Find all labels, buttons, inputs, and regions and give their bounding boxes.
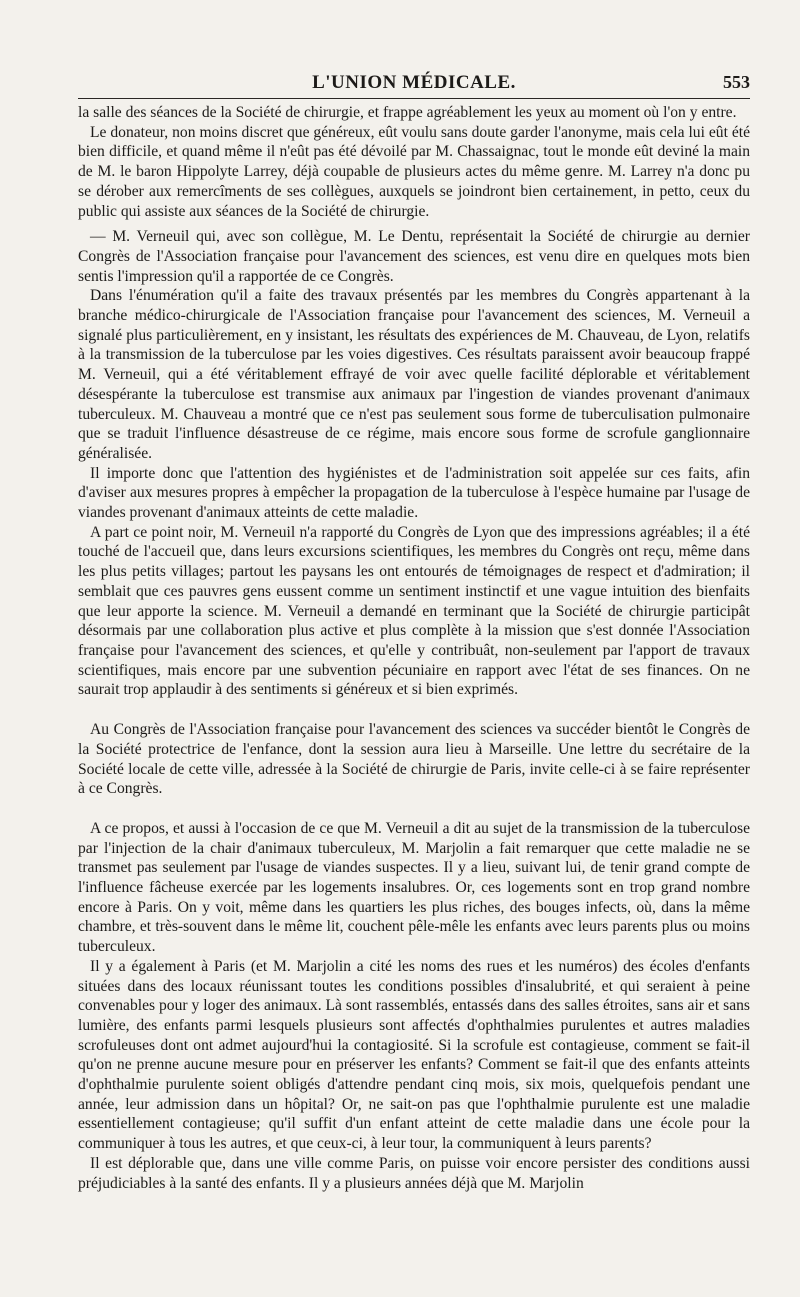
paragraph-4: Dans l'énumération qu'il a faite des travaux présentés par les membres du Congrès appartenant à la branche médico-chirurgicale de l'Association française pour l'avancement des sciences, M. Verneuil a signalé plus particulièrement, en y insistant, les résultats des expériences de M. Chauveau, de Lyon, relatifs à la transmission de la tuberculose par les voies digestives. Ces résultats paraissent avoir beaucoup frappé M. Verneuil, qui a été véritablement effrayé de voir avec quelle facilité déplorable et véritablement désespérante la tuberculose est transmise aux animaux par l'ingestion de viandes provenant d'animaux tuberculeux. M. Chauveau a montré que ce n'est pas seulement sous forme de tuberculisation pulmonaire que se traduit l'influence désastreuse de ce régime, mais encore sous forme de scrofule ganglionnaire généralisée. xyxy=(78,287,750,462)
paragraph-2: Le donateur, non moins discret que généreux, eût voulu sans doute garder l'anonyme, mais cela lui eût été bien difficile, et quand même il n'eût pas été dévoilé par M. Chassaignac, tout le monde eût deviné la main de M. le baron Hippolyte Larrey, déjà coupable de plusieurs actes du même genre. M. Larrey n'a donc pu se dérober aux remercîments de ses collègues, auxquels se joindront bien certainement, in petto, ceux du public qui assiste aux séances de la Société de chirurgie. xyxy=(78,123,750,220)
paragraph-3: — M. Verneuil qui, avec son collègue, M. Le Dentu, représentait la Société de chirurgie au dernier Congrès de l'Association française pour l'avancement des sciences, est venu dire en quelques mots bien sentis l'impression qu'il a rapportée de ce Congrès. xyxy=(78,228,750,285)
paragraph-10: Il est déplorable que, dans une ville comme Paris, on puisse voir encore persister des conditions aussi préjudiciables à la santé des enfants. Il y a plusieurs années déjà que M. Marjolin xyxy=(78,1154,750,1192)
running-title: L'UNION MÉDICALE. xyxy=(312,72,516,93)
paragraph-5: Il importe donc que l'attention des hygiénistes et de l'administration soit appelée sur ces faits, afin d'aviser aux mesures propres à empêcher la propagation de la tuberculose à l'espèce humaine par l'usage de viandes provenant d'animaux atteints de cette maladie. xyxy=(78,464,750,522)
paragraph-9: Il y a également à Paris (et M. Marjolin a cité les noms des rues et les numéros) des écoles d'enfants situées dans des locaux réunissant toutes les conditions possibles d'insalubrité, et qui seraient à peine convenables pour y loger des animaux. Là sont rassemblés, entassés dans des salles étroites, sans air et sans lumière, des enfants parmi lesquels plusieurs sont affectés d'ophthalmies purulentes et autres maladies scrofuleuses dont ont admet aujourd'hui la contagiosité. Si la scrofule est contagieuse, comment se fait-il qu'on ne prenne aucune mesure pour en préserver les enfants? Comment se fait-il que des enfants atteints d'ophthalmie purulente soient obligés d'attendre pendant cinq mois, six mois, quelquefois pendant une année, leur admission dans un hôpital? Or, ne sait-on pas que l'ophthalmie purulente est une maladie essentiellement contagieuse; qu'il suffit d'un enfant atteint de cette maladie dans une école pour la communiquer à tous les autres, et que ceux-ci, à leur tour, la communiquent à leurs parents? xyxy=(78,957,750,1153)
paragraph-8: A ce propos, et aussi à l'occasion de ce que M. Verneuil a dit au sujet de la transmission de la tuberculose par l'injection de la chair d'animaux tuberculeux, M. Marjolin a fait remarquer que cette maladie ne se transmet pas seulement par l'usage de viandes suspectes. Il y a lieu, suivant lui, de tenir grand compte de l'influence fâcheuse exercée par les logements insalubres. Or, ces logements sont en trop grand nombre encore à Paris. On y voit, même dans les quartiers les plus riches, des bouges infects, où, dans la même chambre, et très-souvent dans le même lit, couchent pêle-mêle les enfants avec leurs parents plus ou moins tuberculeux. xyxy=(78,819,750,956)
paragraph-6: A part ce point noir, M. Verneuil n'a rapporté du Congrès de Lyon que des impressions agréables; il a été touché de l'accueil que, dans leurs excursions scientifiques, les membres du Congrès ont reçu, même dans les plus petits villages; partout les paysans les ont entourés de témoignages de respect et d'admiration; il semblait que ces pauvres gens eussent comme un sentiment instinctif et une vague intuition des bienfaits que leur apporte la science. M. Verneuil a demandé en terminant que la Société de chirurgie participât désormais par une collaboration plus active et plus complète à la mission que s'est donnée l'Association française pour l'avancement des sciences, et qu'elle y contribuât, non-seulement par l'apport de travaux scientifiques, mais encore par une subvention pécuniaire en rapport avec l'état de ses finances. On ne saurait trop applaudir à des sentiments si généreux et si bien exprimés. xyxy=(78,523,750,699)
paragraph-1: la salle des séances de la Société de chirurgie, et frappe agréablement les yeux au moment où l'on y entre. xyxy=(78,104,737,121)
page-number: 553 xyxy=(723,72,750,92)
page-header xyxy=(78,68,750,99)
paragraph-7: Au Congrès de l'Association française pour l'avancement des sciences va succéder bientôt le Congrès de la Société protectrice de l'enfance, dont la session aura lieu à Marseille. Une lettre du secrétaire de la Société locale de cette ville, adressée à la Société de chirurgie de Paris, invite celle-ci à se faire représenter à ce Congrès. xyxy=(78,721,750,798)
article-body xyxy=(78,103,750,1193)
